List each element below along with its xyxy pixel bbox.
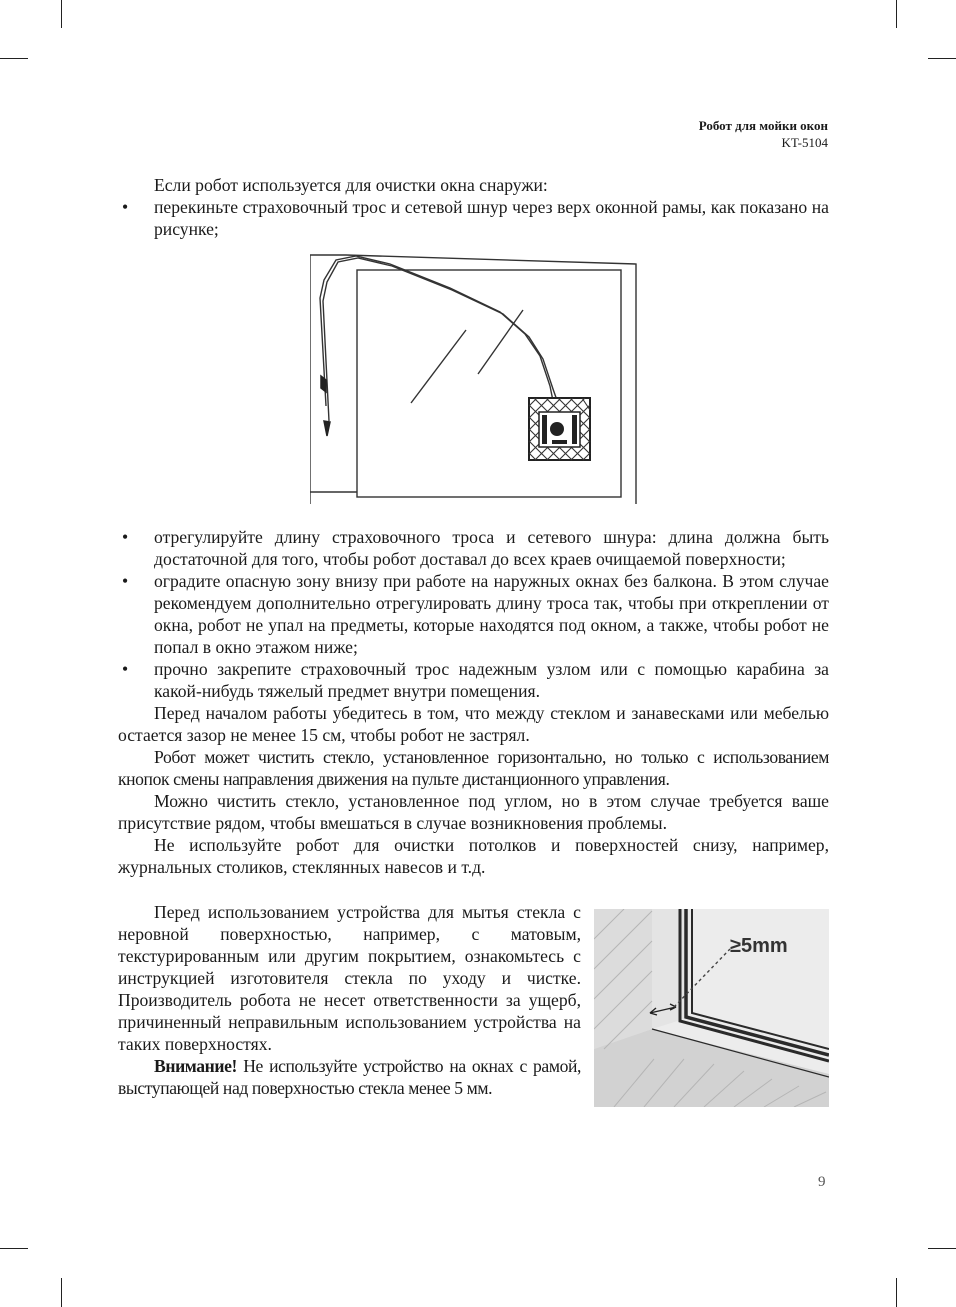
crop-mark <box>928 1248 956 1249</box>
bullet-text: перекиньте страховочный трос и сетевой шнур через верх оконной рамы, как показано на рисунке; <box>154 197 829 239</box>
glass-glare <box>411 330 466 403</box>
gap-label: ≥5mm <box>730 935 788 957</box>
crop-mark <box>896 1278 897 1307</box>
bullet-marker: • <box>122 197 129 217</box>
paragraph: Робот может чистить стекло, установленное горизонтально, но только с использованием кнопок смены направления движения на пульте дистанционного управления. <box>118 747 829 789</box>
running-header <box>699 117 828 151</box>
warning-label: Внимание! <box>154 1056 238 1076</box>
page-number: 9 <box>818 1174 826 1190</box>
bullet-text: оградите опасную зону внизу при работе на наружных окнах без балкона. В этом случае рекомендуем дополнительно отрегулировать длину троса так, чтобы при откреплении от окна, робот не упал на предметы, которые находятся под окном, а также, чтобы робот не попал в окно этажом ниже; <box>154 571 829 657</box>
safety-rope <box>320 256 554 406</box>
window-robot-illustration <box>310 246 640 504</box>
glass-glare <box>478 310 523 374</box>
bullet-marker: • <box>122 527 129 547</box>
crop-mark <box>0 1248 28 1249</box>
window-glass-frame <box>357 270 621 497</box>
crop-mark <box>61 0 62 28</box>
crop-mark <box>928 58 956 59</box>
frame-gap-illustration <box>594 909 829 1107</box>
window-outer-frame <box>310 255 636 504</box>
bullet-item <box>118 570 829 658</box>
bullet-text: прочно закрепите страховочный трос надежным узлом или с помощью карабина за какой-нибудь тяжелый предмет внутри помещения. <box>154 659 829 701</box>
side-paragraph: Перед использованием устройства для мытья стекла с неровной поверхностью, например, с матовым, текстурированным или другим покрытием, ознакомьтесь с инструкцией изготовителя стекла по уходу и чистке. Производитель робота не несет ответственности за ущерб, причиненный неправильным использованием устройства на таких поверхностях. <box>118 902 581 1054</box>
power-cord <box>323 258 559 421</box>
crop-mark <box>896 0 897 28</box>
instructions-block <box>118 526 829 878</box>
bullet-item <box>118 526 829 570</box>
bullet-marker: • <box>122 659 129 679</box>
intro-block <box>118 174 829 240</box>
paragraph: Перед началом работы убедитесь в том, что между стеклом и занавесками или мебелью остается зазор не менее 15 см, чтобы робот не застрял. <box>118 703 829 745</box>
crop-mark <box>61 1278 62 1307</box>
paragraph: Не используйте робот для очистки потолков и поверхностей снизу, например, журнальных столиков, стеклянных навесов и т.д. <box>118 835 829 877</box>
crop-mark <box>0 58 28 59</box>
bullet-marker: • <box>122 571 129 591</box>
bullet-item <box>118 658 829 702</box>
warning-text: Не используйте устройство на окнах с рамой, выступающей над поверхностью стекла менее 5 мм. <box>118 1056 581 1098</box>
warning-paragraph <box>118 1055 581 1099</box>
paragraph: Можно чистить стекло, установленное под углом, но в этом случае требуется ваше присутствие рядом, чтобы вмешаться в случае возникновения проблемы. <box>118 791 829 833</box>
bullet-text: отрегулируйте длину страховочного троса и сетевого шнура: длина должна быть достаточной для того, чтобы робот доставал до всех краев очищаемой поверхности; <box>154 527 829 569</box>
header-model: KT-5104 <box>781 135 828 150</box>
bullet-item <box>118 196 829 240</box>
header-title: Робот для мойки окон <box>698 118 828 133</box>
robot-icon <box>529 398 590 460</box>
intro-line: Если робот используется для очистки окна снаружи: <box>154 175 548 195</box>
side-column <box>118 901 581 1099</box>
